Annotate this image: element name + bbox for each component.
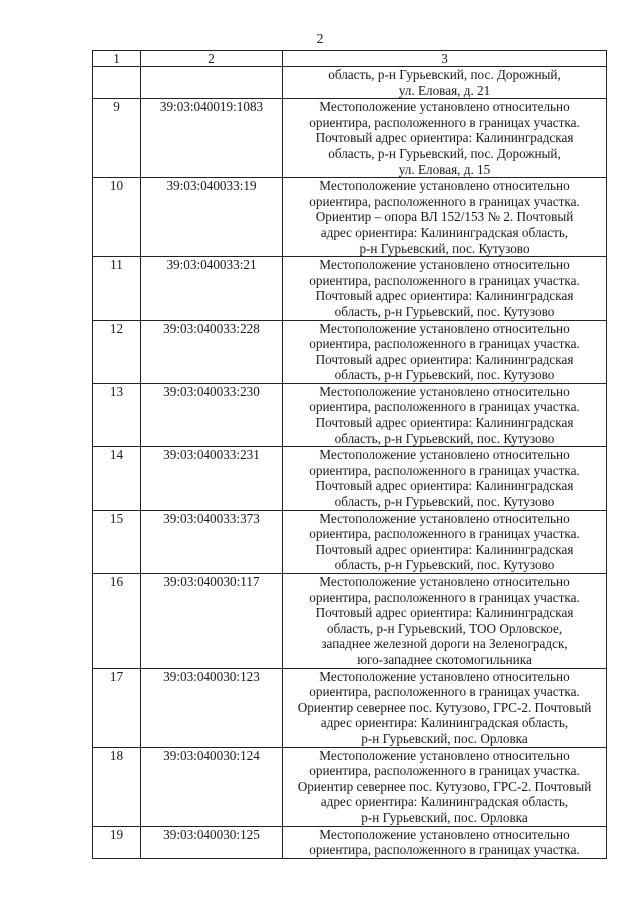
location-description-line: ориентира, расположенного в границах участка. <box>309 336 580 352</box>
cadastral-number-cell: 39:03:040033:373 <box>141 510 283 573</box>
location-description-line: западнее железной дороги на Зеленоградск, <box>321 636 568 652</box>
table-row <box>93 574 607 669</box>
location-description-line: ориентира, расположенного в границах участка. <box>309 114 580 130</box>
page-number: 2 <box>316 32 324 47</box>
location-description-line: Почтовый адрес ориентира: Калининградская <box>315 130 574 146</box>
location-description-line: ул. Еловая, д. 15 <box>398 161 491 177</box>
table-header-row <box>93 51 607 67</box>
location-description-line: Почтовый адрес ориентира: Калининградская <box>315 605 574 621</box>
location-description-cell <box>283 668 607 747</box>
location-description-line: ориентира, расположенного в границах участка. <box>309 684 580 700</box>
location-description-cell <box>283 574 607 669</box>
location-description-line: Ориентир севернее пос. Кутузово, ГРС-2. Почтовый <box>297 778 592 794</box>
location-description-line: Местоположение установлено относительно <box>319 574 570 589</box>
cadastral-number-cell: 39:03:040030:125 <box>141 826 283 858</box>
row-number-cell: 16 <box>93 574 141 669</box>
location-description-line: область, р-н Гурьевский, пос. Кутузово <box>334 557 555 573</box>
location-description-line: ориентира, расположенного в границах участка. <box>309 589 580 605</box>
location-description-line: область, р-н Гурьевский, пос. Кутузово <box>334 303 555 319</box>
location-description-cell <box>283 826 607 858</box>
row-number-cell: 9 <box>93 99 141 178</box>
cadastral-number-cell: 39:03:040033:21 <box>141 257 283 320</box>
location-description-line: ориентира, расположенного в границах участка. <box>309 526 580 542</box>
row-number-cell: 12 <box>93 320 141 383</box>
location-description-line: ориентира, расположенного в границах участка. <box>309 462 580 478</box>
row-number-cell <box>93 67 141 99</box>
location-description-line: адрес ориентира: Калининградская область, <box>320 224 569 240</box>
table-row <box>93 668 607 747</box>
location-description-line: ориентира, расположенного в границах участка. <box>309 842 580 858</box>
location-description-cell <box>283 178 607 257</box>
location-description-cell <box>283 383 607 446</box>
location-description-cell <box>283 257 607 320</box>
land-plots-table <box>92 50 607 859</box>
location-description-cell <box>283 447 607 510</box>
row-number-cell: 18 <box>93 747 141 826</box>
row-number-cell: 10 <box>93 178 141 257</box>
row-number-cell: 13 <box>93 383 141 446</box>
table-row <box>93 257 607 320</box>
row-number-cell: 11 <box>93 257 141 320</box>
cadastral-number-cell: 39:03:040033:231 <box>141 447 283 510</box>
location-description-line: Местоположение установлено относительно <box>319 510 570 526</box>
location-description-line: адрес ориентира: Калининградская область, <box>320 794 569 810</box>
location-description-line: Ориентир – опора ВЛ 152/153 № 2. Почтовый <box>315 209 574 225</box>
table-row <box>93 383 607 446</box>
cadastral-number-cell: 39:03:040030:117 <box>141 574 283 669</box>
location-description-line: область, р-н Гурьевский, пос. Дорожный, <box>328 67 561 82</box>
location-description-cell <box>283 510 607 573</box>
location-description-line: ориентира, расположенного в границах участка. <box>309 399 580 415</box>
location-description-line: Местоположение установлено относительно <box>319 668 570 684</box>
row-number-cell: 17 <box>93 668 141 747</box>
location-description-line: Местоположение установлено относительно <box>319 826 570 842</box>
table-row <box>93 747 607 826</box>
table-row <box>93 447 607 510</box>
location-description-line: область, р-н Гурьевский, пос. Кутузово <box>334 367 555 383</box>
location-description-line: Почтовый адрес ориентира: Калининградская <box>315 288 574 304</box>
location-description-line: Местоположение установлено относительно <box>319 747 570 763</box>
location-description-line: Местоположение установлено относительно <box>319 178 570 194</box>
location-description-line: область, р-н Гурьевский, пос. Кутузово <box>334 430 555 446</box>
table-body <box>93 67 607 859</box>
location-description-line: Почтовый адрес ориентира: Калининградская <box>315 478 574 494</box>
cadastral-number-cell: 39:03:040019:1083 <box>141 99 283 178</box>
cadastral-number-cell: 39:03:040033:228 <box>141 320 283 383</box>
table-row <box>93 510 607 573</box>
location-description-line: р-н Гурьевский, пос. Орловка <box>361 809 528 825</box>
location-description-line: ориентира, расположенного в границах участка. <box>309 763 580 779</box>
column-header-cadastral: 2 <box>141 51 283 67</box>
table-row <box>93 67 607 99</box>
location-description-line: юго-западнее скотомогильника <box>357 651 532 667</box>
location-description-line: Почтовый адрес ориентира: Калининградская <box>315 541 574 557</box>
location-description-cell <box>283 747 607 826</box>
location-description-line: Почтовый адрес ориентира: Калининградская <box>315 415 574 431</box>
location-description-line: ориентира, расположенного в границах участка. <box>309 272 580 288</box>
location-description-line: область, р-н Гурьевский, ТОО Орловское, <box>326 620 563 636</box>
location-description-line: Ориентир севернее пос. Кутузово, ГРС-2. Почтовый <box>297 699 592 715</box>
cadastral-number-cell: 39:03:040033:230 <box>141 383 283 446</box>
table-row <box>93 826 607 858</box>
table-row <box>93 320 607 383</box>
location-description-line: Местоположение установлено относительно <box>319 320 570 336</box>
cadastral-number-cell: 39:03:040030:123 <box>141 668 283 747</box>
location-description-line: р-н Гурьевский, пос. Кутузово <box>359 240 530 256</box>
location-description-cell <box>283 320 607 383</box>
table-row <box>93 99 607 178</box>
table-row <box>93 178 607 257</box>
location-description-line: р-н Гурьевский, пос. Орловка <box>361 730 528 746</box>
location-description-line: ул. Еловая, д. 21 <box>398 82 491 98</box>
column-header-location: 3 <box>283 51 607 67</box>
location-description-line: ориентира, расположенного в границах участка. <box>309 193 580 209</box>
cadastral-number-cell: 39:03:040030:124 <box>141 747 283 826</box>
row-number-cell: 15 <box>93 510 141 573</box>
location-description-line: область, р-н Гурьевский, пос. Дорожный, <box>328 145 561 161</box>
location-description-line: Местоположение установлено относительно <box>319 447 570 463</box>
location-description-line: адрес ориентира: Калининградская область, <box>320 715 569 731</box>
location-description-line: Местоположение установлено относительно <box>319 257 570 273</box>
row-number-cell: 19 <box>93 826 141 858</box>
location-description-line: Местоположение установлено относительно <box>319 383 570 399</box>
column-header-number: 1 <box>93 51 141 67</box>
location-description-line: Почтовый адрес ориентира: Калининградская <box>315 351 574 367</box>
cadastral-number-cell <box>141 67 283 99</box>
row-number-cell: 14 <box>93 447 141 510</box>
location-description-cell <box>283 99 607 178</box>
location-description-line: Местоположение установлено относительно <box>319 99 570 115</box>
location-description-line: область, р-н Гурьевский, пос. Кутузово <box>334 494 555 510</box>
cadastral-number-cell: 39:03:040033:19 <box>141 178 283 257</box>
location-description-cell <box>283 67 607 99</box>
